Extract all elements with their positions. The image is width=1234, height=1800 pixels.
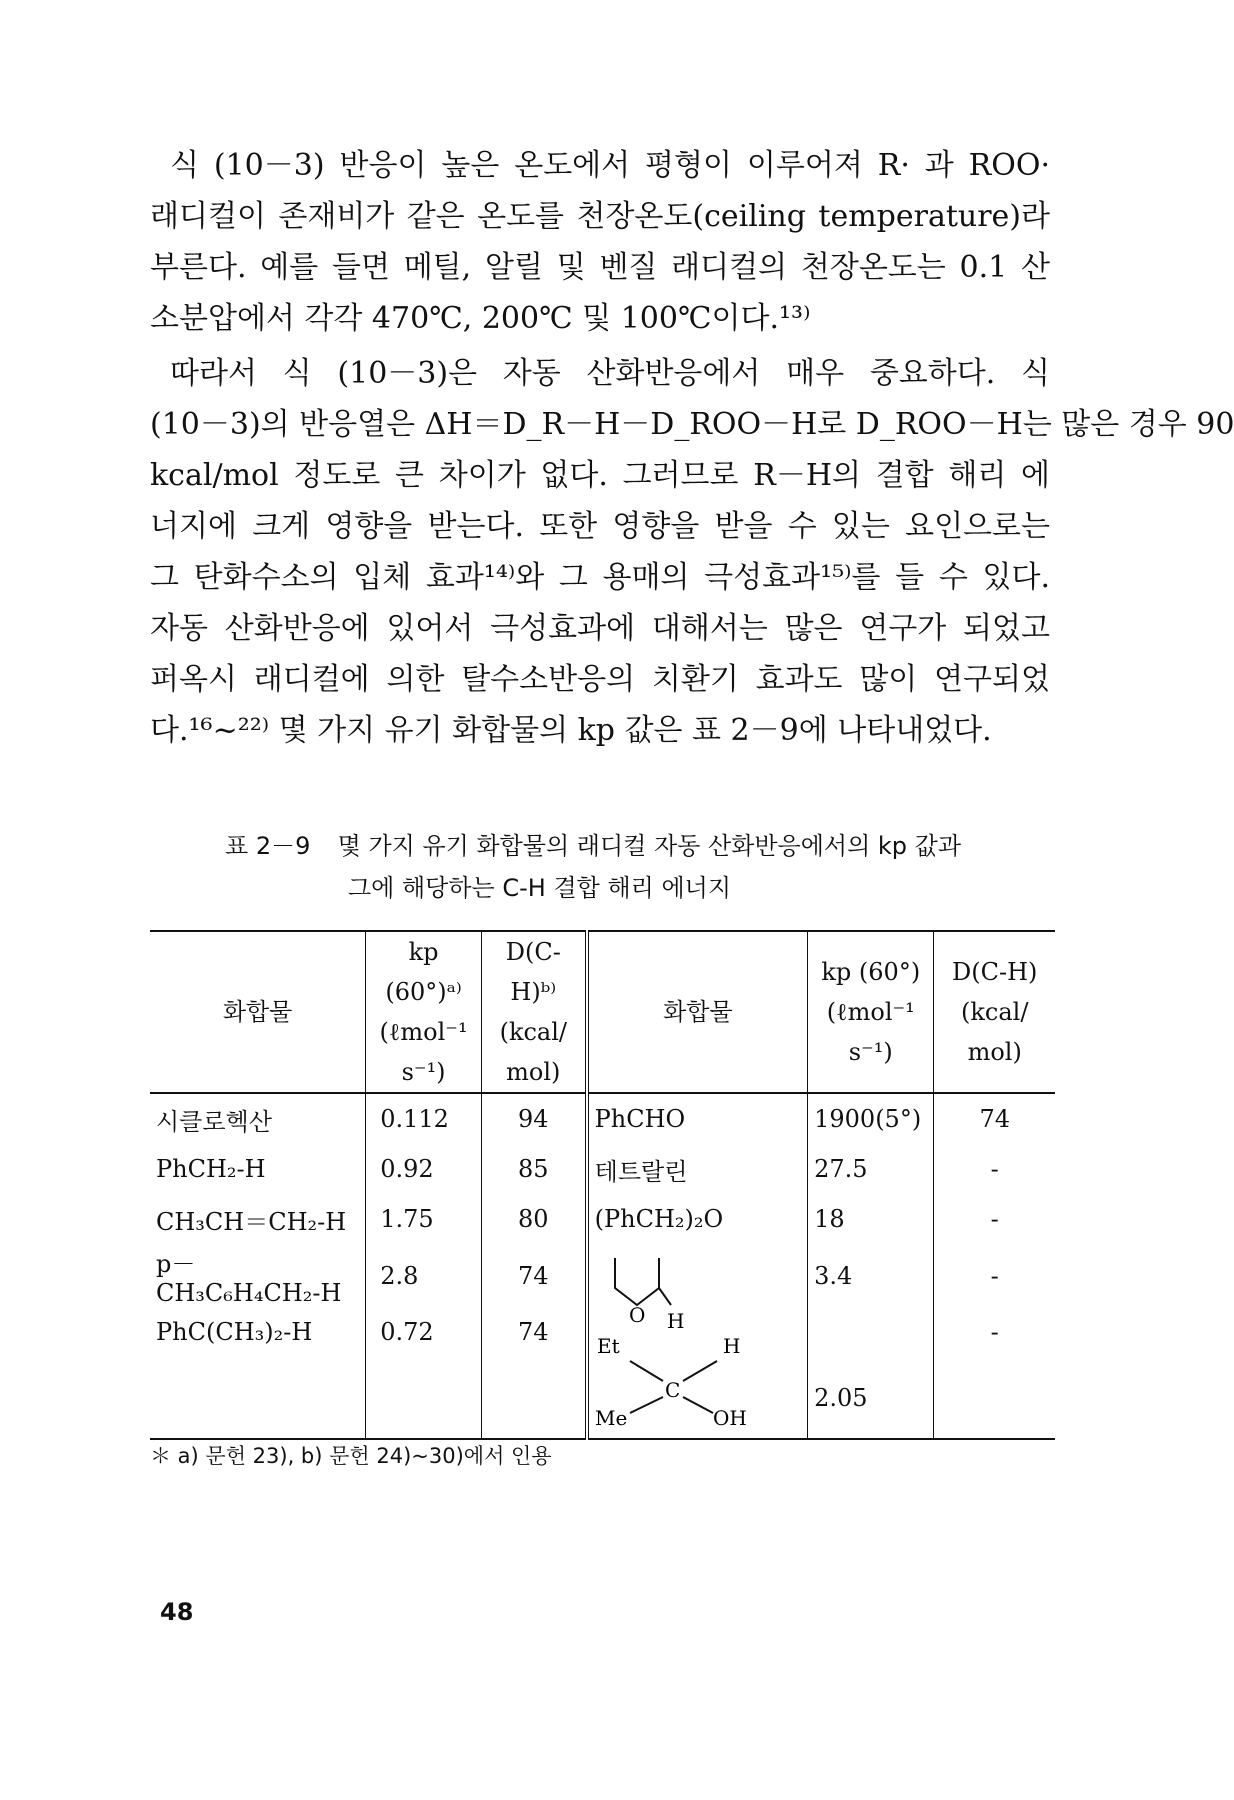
table-row	[150, 1144, 1055, 1194]
table-row	[150, 1194, 1055, 1244]
cell-compound-2: PhCHO	[587, 1093, 808, 1144]
text-line: 다.¹⁶~²²⁾ 몇 가지 유기 화합물의 kp 값은 표 2－9에 나타내었다.	[150, 713, 992, 748]
table-row	[150, 1357, 1055, 1439]
cell-dch-2: 74	[934, 1093, 1055, 1144]
table-row	[150, 1093, 1055, 1144]
header-kp: kp (60°)ᵃ⁾ (ℓmol⁻¹ s⁻¹)	[366, 931, 482, 1093]
cell-compound	[150, 1357, 366, 1439]
cell-dch-2: -	[934, 1144, 1055, 1194]
cell-kp-2	[808, 1307, 934, 1357]
cell-dch	[481, 1357, 586, 1439]
cell-kp: 0.112	[366, 1093, 482, 1144]
text-line: 너지에 크게 영향을 받는다. 또한 영향을 받을 수 있는 요인으로는	[150, 509, 1050, 544]
header-compound: 화합물	[150, 931, 366, 1093]
caption-line-1: 몇 가지 유기 화합물의 래디컬 자동 산화반응에서의 kp 값과	[337, 832, 962, 860]
cell-kp-2: 27.5	[808, 1144, 934, 1194]
cell-compound: CH₃CH＝CH₂-H	[156, 1207, 347, 1236]
svg-text:C: C	[664, 1378, 680, 1402]
svg-text:H: H	[666, 1309, 685, 1333]
svg-text:Me: Me	[594, 1406, 627, 1430]
cell-compound: p－CH₃C₆H₄CH₂-H	[156, 1250, 342, 1307]
caption-line-2: 그에 해당하는 C-H 결합 해리 에너지	[348, 874, 732, 902]
kp-table	[150, 930, 1055, 1440]
cell-alcohol-structure	[587, 1334, 808, 1439]
cell-dch-2: -	[934, 1194, 1055, 1244]
header-compound-2: 화합물	[587, 931, 808, 1093]
table-footnote: ＊ a) 문헌 23), b) 문헌 24)~30)에서 인용	[150, 1444, 552, 1468]
text-line: kcal/mol 정도로 큰 차이가 없다. 그러므로 R－H의 결합 해리 에	[150, 458, 1050, 493]
cell-kp-2: 3.4	[808, 1244, 934, 1307]
text-line: 따라서 식 (10－3)은 자동 산화반응에서 매우 중요하다. 식	[170, 356, 1050, 391]
cell-dch: 94	[481, 1093, 586, 1144]
text-line: 래디컬이 존재비가 같은 온도를 천장온도(ceiling temperature)라	[150, 199, 1050, 234]
svg-text:O: O	[628, 1303, 646, 1327]
cell-dch: 80	[481, 1194, 586, 1244]
alcohol-structure-drawing	[594, 1334, 765, 1432]
cell-kp: 0.72	[366, 1307, 482, 1357]
cell-dch-2	[934, 1357, 1055, 1439]
page-number: 48	[160, 1598, 194, 1626]
cell-compound: 시클로헥산	[156, 1107, 272, 1136]
cell-dch-2: -	[934, 1244, 1055, 1307]
cell-dch: 74	[481, 1244, 586, 1307]
cell-kp-2: 2.05	[808, 1357, 934, 1439]
cell-kp	[366, 1357, 482, 1439]
svg-text:OH: OH	[712, 1406, 747, 1430]
cell-kp: 2.8	[366, 1244, 482, 1307]
thf-structure-drawing	[595, 1250, 745, 1345]
table-caption	[225, 825, 1085, 909]
svg-text:Et: Et	[596, 1334, 620, 1358]
cell-compound-2: (PhCH₂)₂O	[587, 1194, 808, 1244]
paragraph-autoxidation	[150, 348, 1234, 756]
paragraph-ceiling-temperature	[150, 140, 1050, 344]
cell-kp: 1.75	[366, 1194, 482, 1244]
cell-dch: 85	[481, 1144, 586, 1194]
cell-compound: PhC(CH₃)₂-H	[156, 1318, 313, 1346]
header-dch: D(C-H)ᵇ⁾ (kcal/ mol)	[481, 931, 586, 1093]
svg-text:H: H	[722, 1334, 741, 1358]
text-line: (10－3)의 반응열은 ΔH＝D_R－H－D_ROO－H로 D_ROO－H는 많은 경우 90	[150, 407, 1234, 442]
cell-thf-structure	[587, 1244, 808, 1357]
text-line: 퍼옥시 래디컬에 의한 탈수소반응의 치환기 효과도 많이 연구되었	[150, 662, 1050, 697]
cell-dch: 74	[481, 1307, 586, 1357]
cell-dch-2: -	[934, 1307, 1055, 1357]
text-line: 자동 산화반응에 있어서 극성효과에 대해서는 많은 연구가 되었고	[150, 611, 1050, 646]
table-row	[150, 1244, 1055, 1307]
text-line: 식 (10－3) 반응이 높은 온도에서 평형이 이루어져 R· 과 ROO·	[170, 148, 1050, 183]
cell-kp-2: 18	[808, 1194, 934, 1244]
text-line: 부른다. 예를 들면 메틸, 알릴 및 벤질 래디컬의 천장온도는 0.1 산	[150, 250, 1050, 285]
text-line: 그 탄화수소의 입체 효과¹⁴⁾와 그 용매의 극성효과¹⁵⁾를 들 수 있다.	[150, 560, 1050, 595]
cell-kp-2: 1900(5°)	[808, 1093, 934, 1144]
table-header-row	[150, 931, 1055, 1093]
header-kp-2: kp (60°) (ℓmol⁻¹ s⁻¹)	[808, 931, 934, 1093]
cell-compound: PhCH₂-H	[156, 1155, 266, 1183]
cell-kp: 0.92	[366, 1144, 482, 1194]
text-line: 소분압에서 각각 470℃, 200℃ 및 100℃이다.¹³⁾	[150, 301, 811, 336]
header-dch-2: D(C-H) (kcal/ mol)	[934, 931, 1055, 1093]
cell-compound-2: 테트랄린	[587, 1144, 808, 1194]
table-label: 표 2－9	[225, 832, 311, 860]
